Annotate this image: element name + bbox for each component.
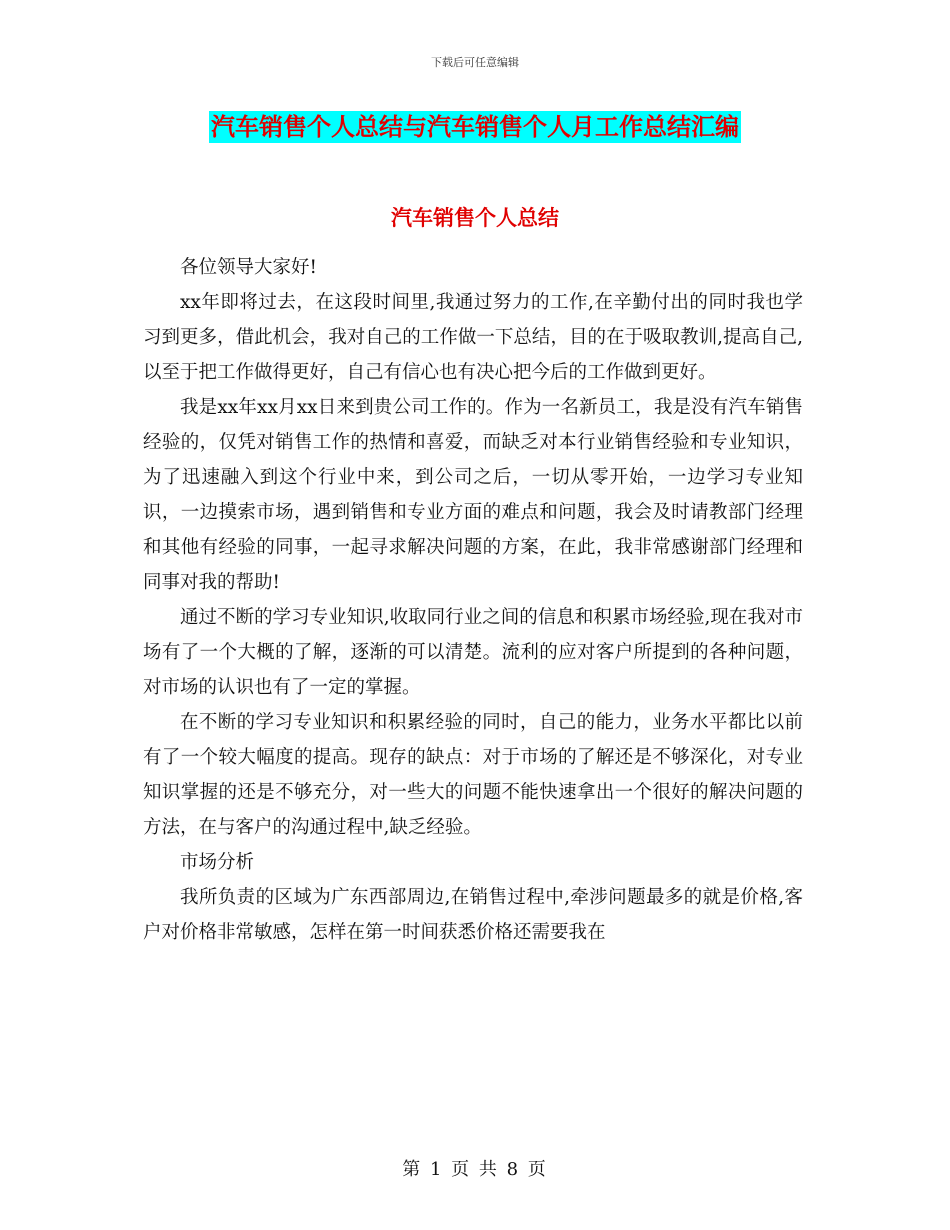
paragraph-greeting: 各位领导大家好! [180, 257, 317, 278]
main-title [0, 111, 950, 143]
paragraph: 我是xx年xx月xx日来到贵公司工作的。作为一名新员工，我是没有汽车销售经验的，仅凭对销售工作的热情和喜爱，而缺乏对本行业销售经验和专业知识，为了迅速融入到这个行业中来，到公司之后，一切从零开始，一边学习专业知识，一边摸索市场，遇到销售和专业方面的难点和问题，我会及时请教部门经理和其他有经验的同事，一起寻求解决问题的方案，在此，我非常感谢部门经理和同事对我的帮助! [143, 397, 803, 593]
main-title-text: 汽车销售个人总结与汽车销售个人月工作总结汇编 [211, 113, 739, 141]
section-title: 汽车销售个人总结 [391, 206, 559, 230]
paragraph: 通过不断的学习专业知识,收取同行业之间的信息和积累市场经验,现在我对市场有了一个大概的了解，逐渐的可以清楚。流利的应对客户所提到的各种问题，对市场的认识也有了一定的掌握。 [143, 607, 803, 698]
paragraph: 在不断的学习专业知识和积累经验的同时，自己的能力，业务水平都比以前有了一个较大幅度的提高。现存的缺点：对于市场的了解还是不够深化，对专业知识掌握的还是不够充分，对一些大的问题不能快速拿出一个很好的解决问题的方法，在与客户的沟通过程中,缺乏经验。 [143, 712, 803, 838]
paragraph: xx年即将过去，在这段时间里,我通过努力的工作,在辛勤付出的同时我也学习到更多，借此机会，我对自己的工作做一下总结，目的在于吸取教训,提高自己,以至于把工作做得更好，自己有信心也有决心把今后的工作做到更好。 [143, 292, 803, 383]
paragraph: 我所负责的区域为广东西部周边,在销售过程中,牵涉问题最多的就是价格,客户对价格非常敏感，怎样在第一时间获悉价格还需要我在 [143, 887, 803, 943]
header-note: 下载后可任意编辑 [431, 56, 519, 69]
paragraph-heading: 市场分析 [180, 852, 255, 873]
body-text [143, 250, 803, 950]
page-footer: 第 1 页 共 8 页 [402, 1159, 548, 1180]
